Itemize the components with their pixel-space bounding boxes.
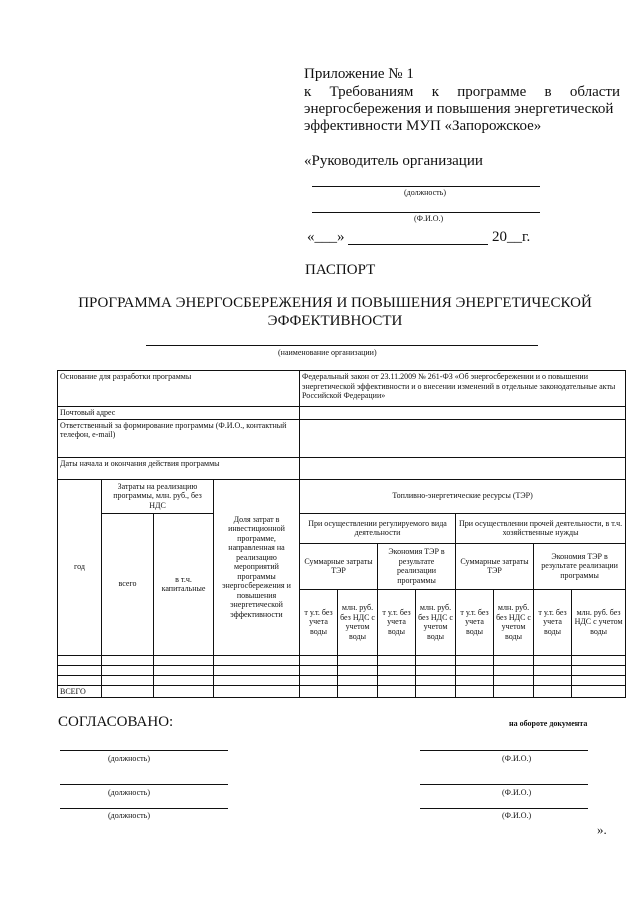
agreed-position-line-1 [60, 750, 228, 751]
closing-quote: ». [597, 822, 607, 837]
postal-label: Почтовый адрес [58, 407, 300, 420]
basis-label: Основание для разработки программы [58, 371, 300, 407]
unit-rub: млн. руб. без НДС с учетом воды [572, 589, 626, 655]
table-row [58, 655, 626, 665]
appendix-line-1: к Требованиям к программе в области [304, 84, 620, 100]
unit-rub: млн. руб. без НДС с учетом воды [494, 589, 534, 655]
date-day: «___» [307, 229, 345, 245]
agreed-name-line-2 [420, 784, 588, 785]
col-costs: Затраты на реализацию программы, млн. руб., без НДС [102, 479, 214, 513]
postal-value[interactable] [300, 407, 626, 420]
agreed-name-caption-1: (Ф.И.О.) [502, 754, 532, 763]
dates-value[interactable] [300, 457, 626, 479]
name-line [312, 212, 540, 213]
passport-title: ПАСПОРТ [305, 262, 376, 278]
agreed-name-caption-3: (Ф.И.О.) [502, 811, 532, 820]
agreed-position-caption-1: (должность) [108, 754, 150, 763]
table-row [58, 675, 626, 685]
col-share: Доля затрат в инвестиционной программе, направленная на реализацию мероприятий программы энергосбережения и повышения энергетической эффективности [214, 479, 300, 655]
org-caption: (наименование организации) [278, 348, 377, 357]
agreed-name-line-1 [420, 750, 588, 751]
org-name-line [146, 345, 538, 346]
col-capital: в т.ч. капитальные [154, 513, 214, 655]
agreed-name-line-3 [420, 808, 588, 809]
responsible-value[interactable] [300, 419, 626, 457]
col-sum-costs-regulated: Суммарные затраты ТЭР [300, 543, 378, 589]
date-month-line [348, 244, 488, 245]
col-fuel: Топливно-энергетические ресурсы (ТЭР) [300, 479, 626, 513]
reverse-note: на обороте документа [509, 719, 588, 728]
program-title-2: ЭФФЕКТИВНОСТИ [267, 313, 403, 329]
col-savings-other: Экономия ТЭР в результате реализации программы [534, 543, 626, 589]
table-row [58, 665, 626, 675]
agreed-position-line-3 [60, 808, 228, 809]
col-regulated: При осуществлении регулируемого вида деятельности [300, 513, 456, 543]
dates-label: Даты начала и окончания действия программы [58, 457, 300, 479]
passport-table [57, 370, 626, 698]
appendix-title: Приложение № 1 [304, 66, 414, 82]
col-year: год [58, 479, 102, 655]
unit-tut: т у.т. без учета воды [534, 589, 572, 655]
agreed-position-caption-2: (должность) [108, 788, 150, 797]
responsible-label: Ответственный за формирование программы (Ф.И.О., контактный телефон, e-mail) [58, 419, 300, 457]
col-total: всего [102, 513, 154, 655]
unit-rub: млн. руб. без НДС с учетом воды [416, 589, 456, 655]
date-year: 20__г. [492, 229, 531, 245]
basis-value: Федеральный закон от 23.11.2009 № 261-ФЗ «Об энергосбережении и о повышении энергетической эффективности и о внесении изменений в отдельные законодательные акты Российской Федерации» [300, 371, 626, 407]
col-sum-costs-other: Суммарные затраты ТЭР [456, 543, 534, 589]
agreed-title: СОГЛАСОВАНО: [58, 714, 174, 730]
name-caption: (Ф.И.О.) [414, 214, 444, 223]
col-savings-regulated: Экономия ТЭР в результате реализации программы [378, 543, 456, 589]
unit-tut: т у.т. без учета воды [456, 589, 494, 655]
unit-tut: т у.т. без учета воды [378, 589, 416, 655]
agreed-position-line-2 [60, 784, 228, 785]
appendix-line-3: эффективности МУП «Запорожское» [304, 118, 542, 134]
unit-tut: т у.т. без учета воды [300, 589, 338, 655]
position-caption: (должность) [404, 188, 446, 197]
unit-rub: млн. руб. без НДС с учетом воды [338, 589, 378, 655]
agreed-position-caption-3: (должность) [108, 811, 150, 820]
total-label: ВСЕГО [58, 685, 102, 698]
col-other: При осуществлении прочей деятельности, в т.ч. хозяйственные нужды [456, 513, 626, 543]
appendix-line-2: энергосбережения и повышения энергетической [304, 101, 614, 117]
position-line [312, 186, 540, 187]
agreed-name-caption-2: (Ф.И.О.) [502, 788, 532, 797]
approval-head: «Руководитель организации [304, 153, 483, 169]
total-row [58, 685, 626, 698]
program-title-1: ПРОГРАММА ЭНЕРГОСБЕРЕЖЕНИЯ И ПОВЫШЕНИЯ ЭНЕРГЕТИЧЕСКОЙ [78, 295, 592, 311]
